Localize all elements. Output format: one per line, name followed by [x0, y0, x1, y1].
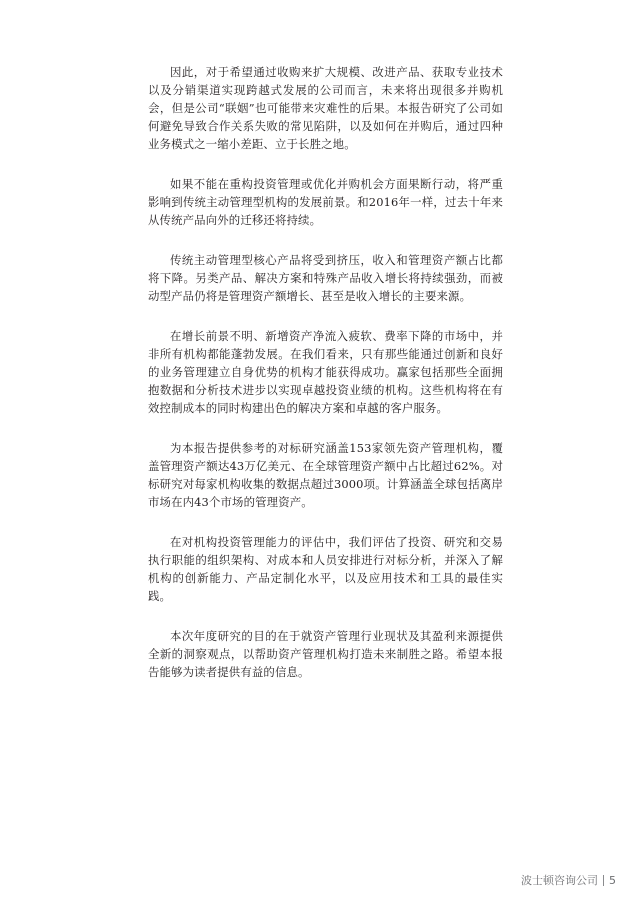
footer-page-number: 5	[609, 873, 616, 887]
paragraph-3: 传统主动管理型核心产品将受到挤压，收入和管理资产额占比都将下降。另类产品、解决方案和特殊产品收入增长将持续强劲，而被动型产品仍将是管理资产额增长、甚至是收入增长的主要来源。	[148, 253, 503, 303]
paragraph-7: 本次年度研究的目的在于就资产管理行业现状及其盈利来源提供全新的洞察观点，以帮助资产管理机构打造未来制胜之路。希望本报告能够为读者提供有益的信息。	[148, 629, 503, 679]
body-text	[148, 63, 503, 703]
page-footer	[521, 872, 616, 888]
footer-company: 波士顿咨询公司	[521, 874, 598, 887]
paragraph-4: 在增长前景不明、新增资产净流入疲软、费率下降的市场中，并非所有机构都能蓬勃发展。在我们看来，只有那些能通过创新和良好的业务管理建立自身优势的机构才能获得成功。赢家包括那些全面拥抱数据和分析技术进步以实现卓越投资业绩的机构。这些机构将在有效控制成本的同时构建出色的解决方案和卓越的客户服务。	[148, 329, 503, 415]
paragraph-6: 在对机构投资管理能力的评估中，我们评估了投资、研究和交易执行职能的组织架构、对成本和人员安排进行对标分析，并深入了解机构的创新能力、产品定制化水平，以及应用技术和工具的最佳实践。	[148, 535, 503, 603]
paragraph-1: 因此，对于希望通过收购来扩大规模、改进产品、获取专业技术以及分销渠道实现跨越式发展的公司而言，未来将出现很多并购机会，但是公司“联姻”也可能带来灾难性的后果。本报告研究了公司如何避免导致合作关系失败的常见陷阱，以及如何在并购后，通过四种业务模式之一缩小差距、立于长胜之地。	[148, 65, 503, 151]
paragraph-5: 为本报告提供参考的对标研究涵盖153家领先资产管理机构，覆盖管理资产额达43万亿美元、在全球管理资产额中占比超过62%。对标研究对每家机构收集的数据点超过3000项。计算涵盖全球包括离岸市场在内43个市场的管理资产。	[148, 441, 503, 509]
footer-separator	[603, 875, 604, 886]
paragraph-2: 如果不能在重构投资管理或优化并购机会方面果断行动，将严重影响到传统主动管理型机构的发展前景。和2016年一样，过去十年来从传统产品向外的迁移还将持续。	[148, 177, 503, 227]
